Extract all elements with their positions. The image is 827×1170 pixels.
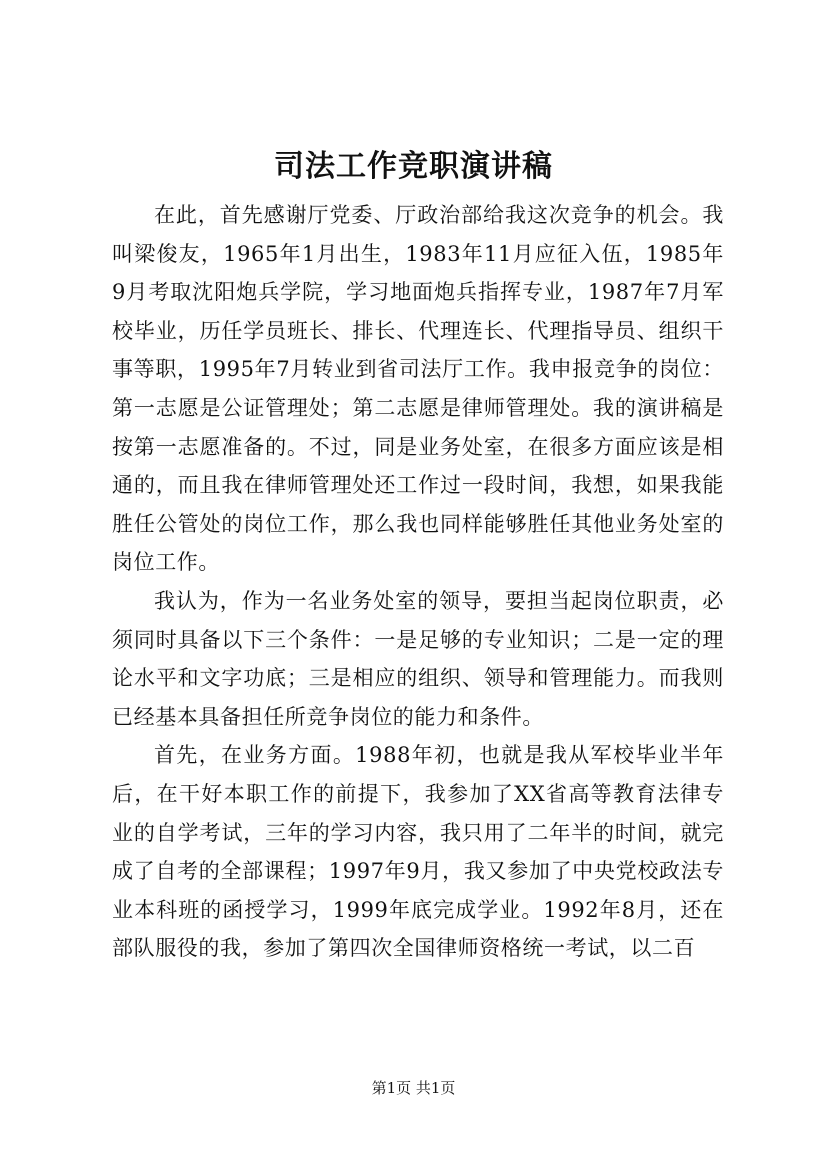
document-title: 司法工作竞职演讲稿 xyxy=(274,149,553,184)
paragraph-1: 在此，首先感谢厅党委、厅政治部给我这次竞争的机会。我叫梁俊友，1965年1月出生，1983年11月应征入伍，1985年9月考取沈阳炮兵学院，学习地面炮兵指挥专业，1987年7月军校毕业，历任学员班长、排长、代理连长、代理指导员、组织干事等职，1995年7月转业到省司法厅工作。我申报竞争的岗位：第一志愿是公证管理处；第二志愿是律师管理处。我的演讲稿是按第一志愿准备的。不过，同是业务处室，在很多方面应该是相通的，而且我在律师管理处还工作过一段时间，我想，如果我能胜任公管处的岗位工作，那么我也同样能够胜任其他业务处室的岗位工作。 xyxy=(112,203,724,575)
document-body xyxy=(112,196,724,968)
paragraph-3: 首先，在业务方面。1988年初，也就是我从军校毕业半年后，在干好本职工作的前提下，我参加了XX省高等教育法律专业的自学考试，三年的学习内容，我只用了二年半的时间，就完成了自考的全部课程；1997年9月，我又参加了中央党校政法专业本科班的函授学习，1999年底完成学业。1992年8月，还在部队服役的我，参加了第四次全国律师资格统一考试，以二百 xyxy=(112,743,724,961)
page-number-footer: 第1页 共1页 xyxy=(371,1079,456,1097)
paragraph-2: 我认为，作为一名业务处室的领导，要担当起岗位职责，必须同时具备以下三个条件：一是足够的专业知识；二是一定的理论水平和文字功底；三是相应的组织、领导和管理能力。而我则已经基本具备担任所竞争岗位的能力和条件。 xyxy=(112,588,724,729)
